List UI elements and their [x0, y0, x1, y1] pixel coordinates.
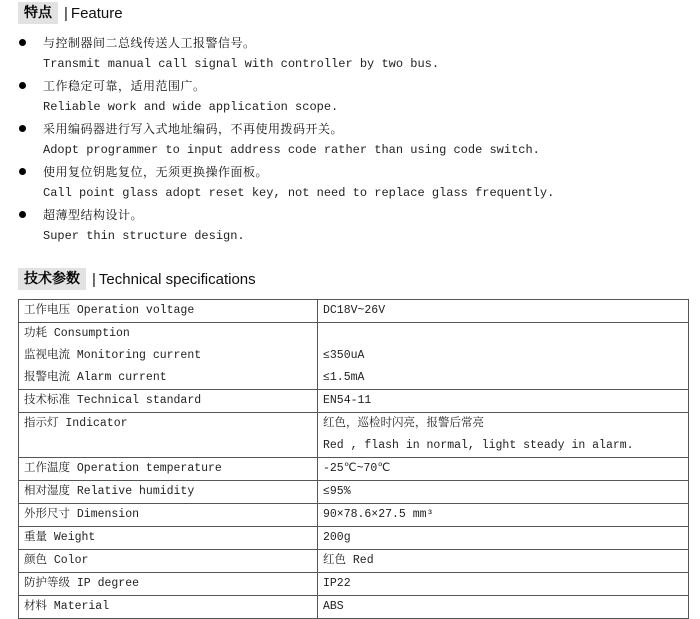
table-row [19, 573, 689, 596]
table-row [19, 458, 689, 481]
feature-en: Super thin structure design. [43, 229, 245, 243]
spec-tag: 技术参数 [18, 268, 86, 290]
bullet-icon [19, 211, 26, 218]
feature-section-header: 特点 | Feature [18, 2, 123, 24]
spec-value-indicator-cn: 红色，巡检时闪亮，报警后常亮 [323, 417, 484, 430]
spec-label-humidity: 相对湿度 Relative humidity [24, 485, 195, 498]
table-row [19, 323, 689, 390]
feature-tag: 特点 [18, 2, 58, 24]
spec-value-temperature: -25℃~70℃ [323, 462, 391, 475]
table-row [19, 481, 689, 504]
feature-title: Feature [70, 4, 123, 22]
bullet-icon [19, 168, 26, 175]
table-row [19, 413, 689, 458]
spec-label-standard: 技术标准 Technical standard [24, 394, 202, 407]
feature-item [0, 119, 700, 162]
feature-en: Adopt programmer to input address code rather than using code switch. [43, 143, 540, 157]
spec-label-color: 颜色 Color [24, 554, 89, 567]
bullet-icon [19, 125, 26, 132]
feature-item [0, 205, 700, 248]
spec-label-dimension: 外形尺寸 Dimension [24, 508, 140, 521]
spec-label-voltage: 工作电压 Operation voltage [24, 304, 195, 317]
spec-label-alarm: 报警电流 Alarm current [24, 371, 167, 384]
table-row [19, 300, 689, 323]
spec-value-standard: EN54-11 [323, 394, 372, 407]
feature-cn: 工作稳定可靠，适用范围广。 [43, 79, 206, 93]
spec-value-material: ABS [323, 600, 344, 613]
spec-value-ip: IP22 [323, 577, 351, 590]
spec-value-weight: 200g [323, 531, 351, 544]
spec-value-monitoring: ≤350uA [323, 349, 365, 362]
spec-label-weight: 重量 Weight [24, 531, 96, 544]
feature-item [0, 76, 700, 119]
spec-label-consumption: 功耗 Consumption [24, 327, 130, 340]
spec-value-color: 红色 Red [323, 554, 374, 567]
feature-en: Reliable work and wide application scope. [43, 100, 339, 114]
feature-list [0, 33, 700, 248]
spec-value-dimension: 90×78.6×27.5 mm³ [323, 508, 434, 521]
feature-cn: 与控制器间二总线传送人工报警信号。 [43, 36, 256, 50]
feature-cn: 采用编码器进行写入式地址编码，不再使用拨码开关。 [43, 122, 344, 136]
table-row [19, 504, 689, 527]
spec-section-header: 技术参数 | Technical specifications [18, 268, 256, 290]
spec-value-alarm: ≤1.5mA [323, 371, 365, 384]
feature-item [0, 33, 700, 76]
spec-value-humidity: ≤95% [323, 485, 351, 498]
table-row [19, 550, 689, 573]
table-row [19, 527, 689, 550]
spec-title: Technical specifications [98, 270, 256, 288]
feature-en: Call point glass adopt reset key, not need to replace glass frequently. [43, 186, 555, 200]
spec-label-material: 材料 Material [24, 600, 110, 613]
spec-value-voltage: DC18V~26V [323, 304, 386, 317]
bullet-icon [19, 39, 26, 46]
spec-label-indicator: 指示灯 Indicator [24, 417, 128, 430]
table-row [19, 390, 689, 413]
feature-item [0, 162, 700, 205]
spec-label-ip: 防护等级 IP degree [24, 577, 140, 590]
spec-label-monitoring: 监视电流 Monitoring current [24, 349, 202, 362]
table-row [19, 596, 689, 619]
spec-label-temperature: 工作温度 Operation temperature [24, 462, 222, 475]
feature-en: Transmit manual call signal with controller by two bus. [43, 57, 440, 71]
feature-cn: 使用复位钥匙复位，无须更换操作面板。 [43, 165, 269, 179]
spec-value-indicator-en: Red , flash in normal, light steady in alarm. [323, 439, 634, 452]
feature-cn: 超薄型结构设计。 [43, 208, 144, 222]
spec-table [18, 299, 689, 619]
bullet-icon [19, 82, 26, 89]
